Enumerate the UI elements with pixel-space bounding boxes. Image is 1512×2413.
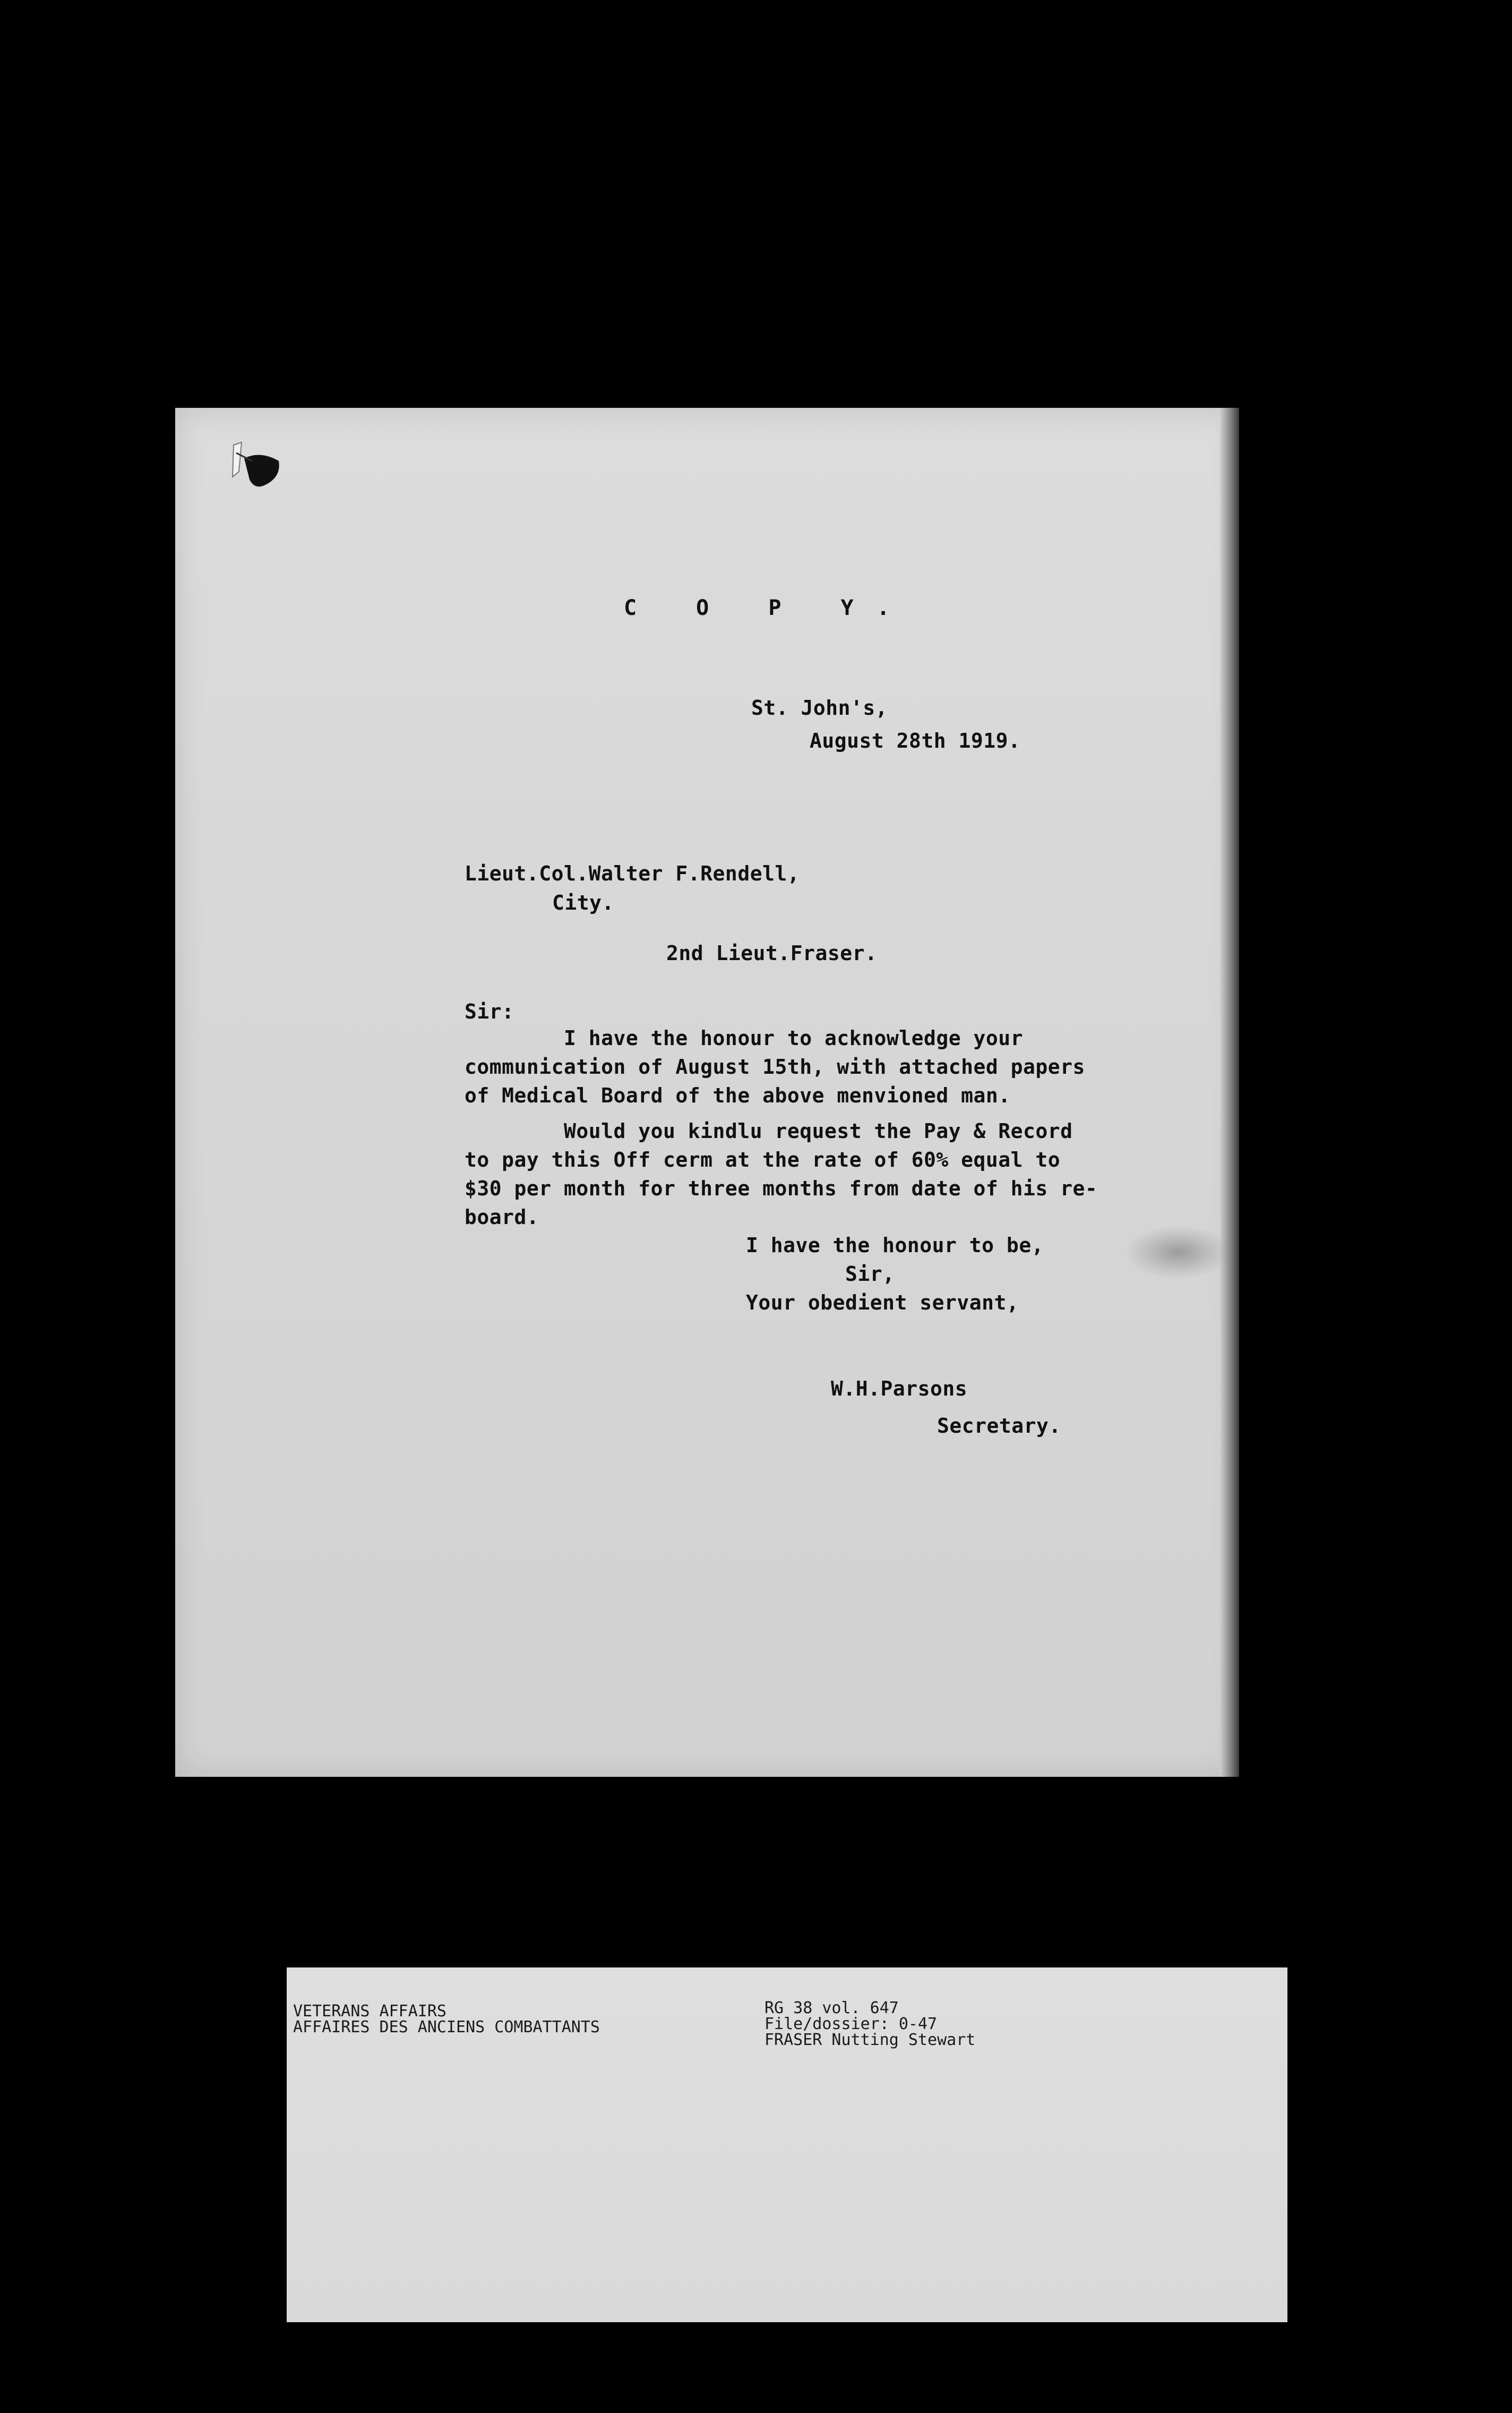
archive-label-subject-name: FRASER Nutting Stewart	[764, 2031, 976, 2049]
letter-place: St. John's,	[751, 696, 888, 720]
archive-label-reference	[764, 2000, 975, 2048]
archive-label-card	[287, 1967, 1287, 2322]
archive-label-department	[293, 2004, 600, 2035]
copy-heading: C O P Y.	[624, 596, 913, 620]
paper-clip-mark	[223, 440, 287, 498]
signature-title: Secretary.	[937, 1414, 1061, 1437]
closing: I have the honour to be, Sir, Your obedient servant,	[746, 1234, 1044, 1314]
archive-label-department-fr: AFFAIRES DES ANCIENS COMBATTANTS	[293, 2018, 600, 2036]
salutation: Sir:	[465, 1000, 514, 1023]
letter-sheet	[175, 408, 1239, 1777]
archive-label-department-en: VETERANS AFFAIRS	[293, 2002, 446, 2021]
sheet-edge-shadow	[1220, 408, 1239, 1777]
addressee-name: Lieut.Col.Walter F.Rendell,	[465, 862, 800, 885]
addressee-city: City.	[552, 891, 614, 914]
signature-name: W.H.Parsons	[831, 1377, 968, 1400]
letter-subject: 2nd Lieut.Fraser.	[666, 942, 878, 965]
archive-label-file: File/dossier: 0-47	[764, 2015, 938, 2033]
paragraph-acknowledgement: I have the honour to acknowledge your communication of August 15th, with attached papers of Medical Board of the above menvioned man.	[465, 1026, 1085, 1107]
archive-label-volume: RG 38 vol. 647	[764, 1999, 899, 2017]
fingerprint-smudge	[1126, 1226, 1232, 1279]
paragraph-request: Would you kindlu request the Pay & Record to pay this Off cerm at the rate of 60% equal to $30 per month for three months from date of his re- board.	[465, 1119, 1098, 1229]
letter-date: August 28th 1919.	[810, 729, 1021, 752]
